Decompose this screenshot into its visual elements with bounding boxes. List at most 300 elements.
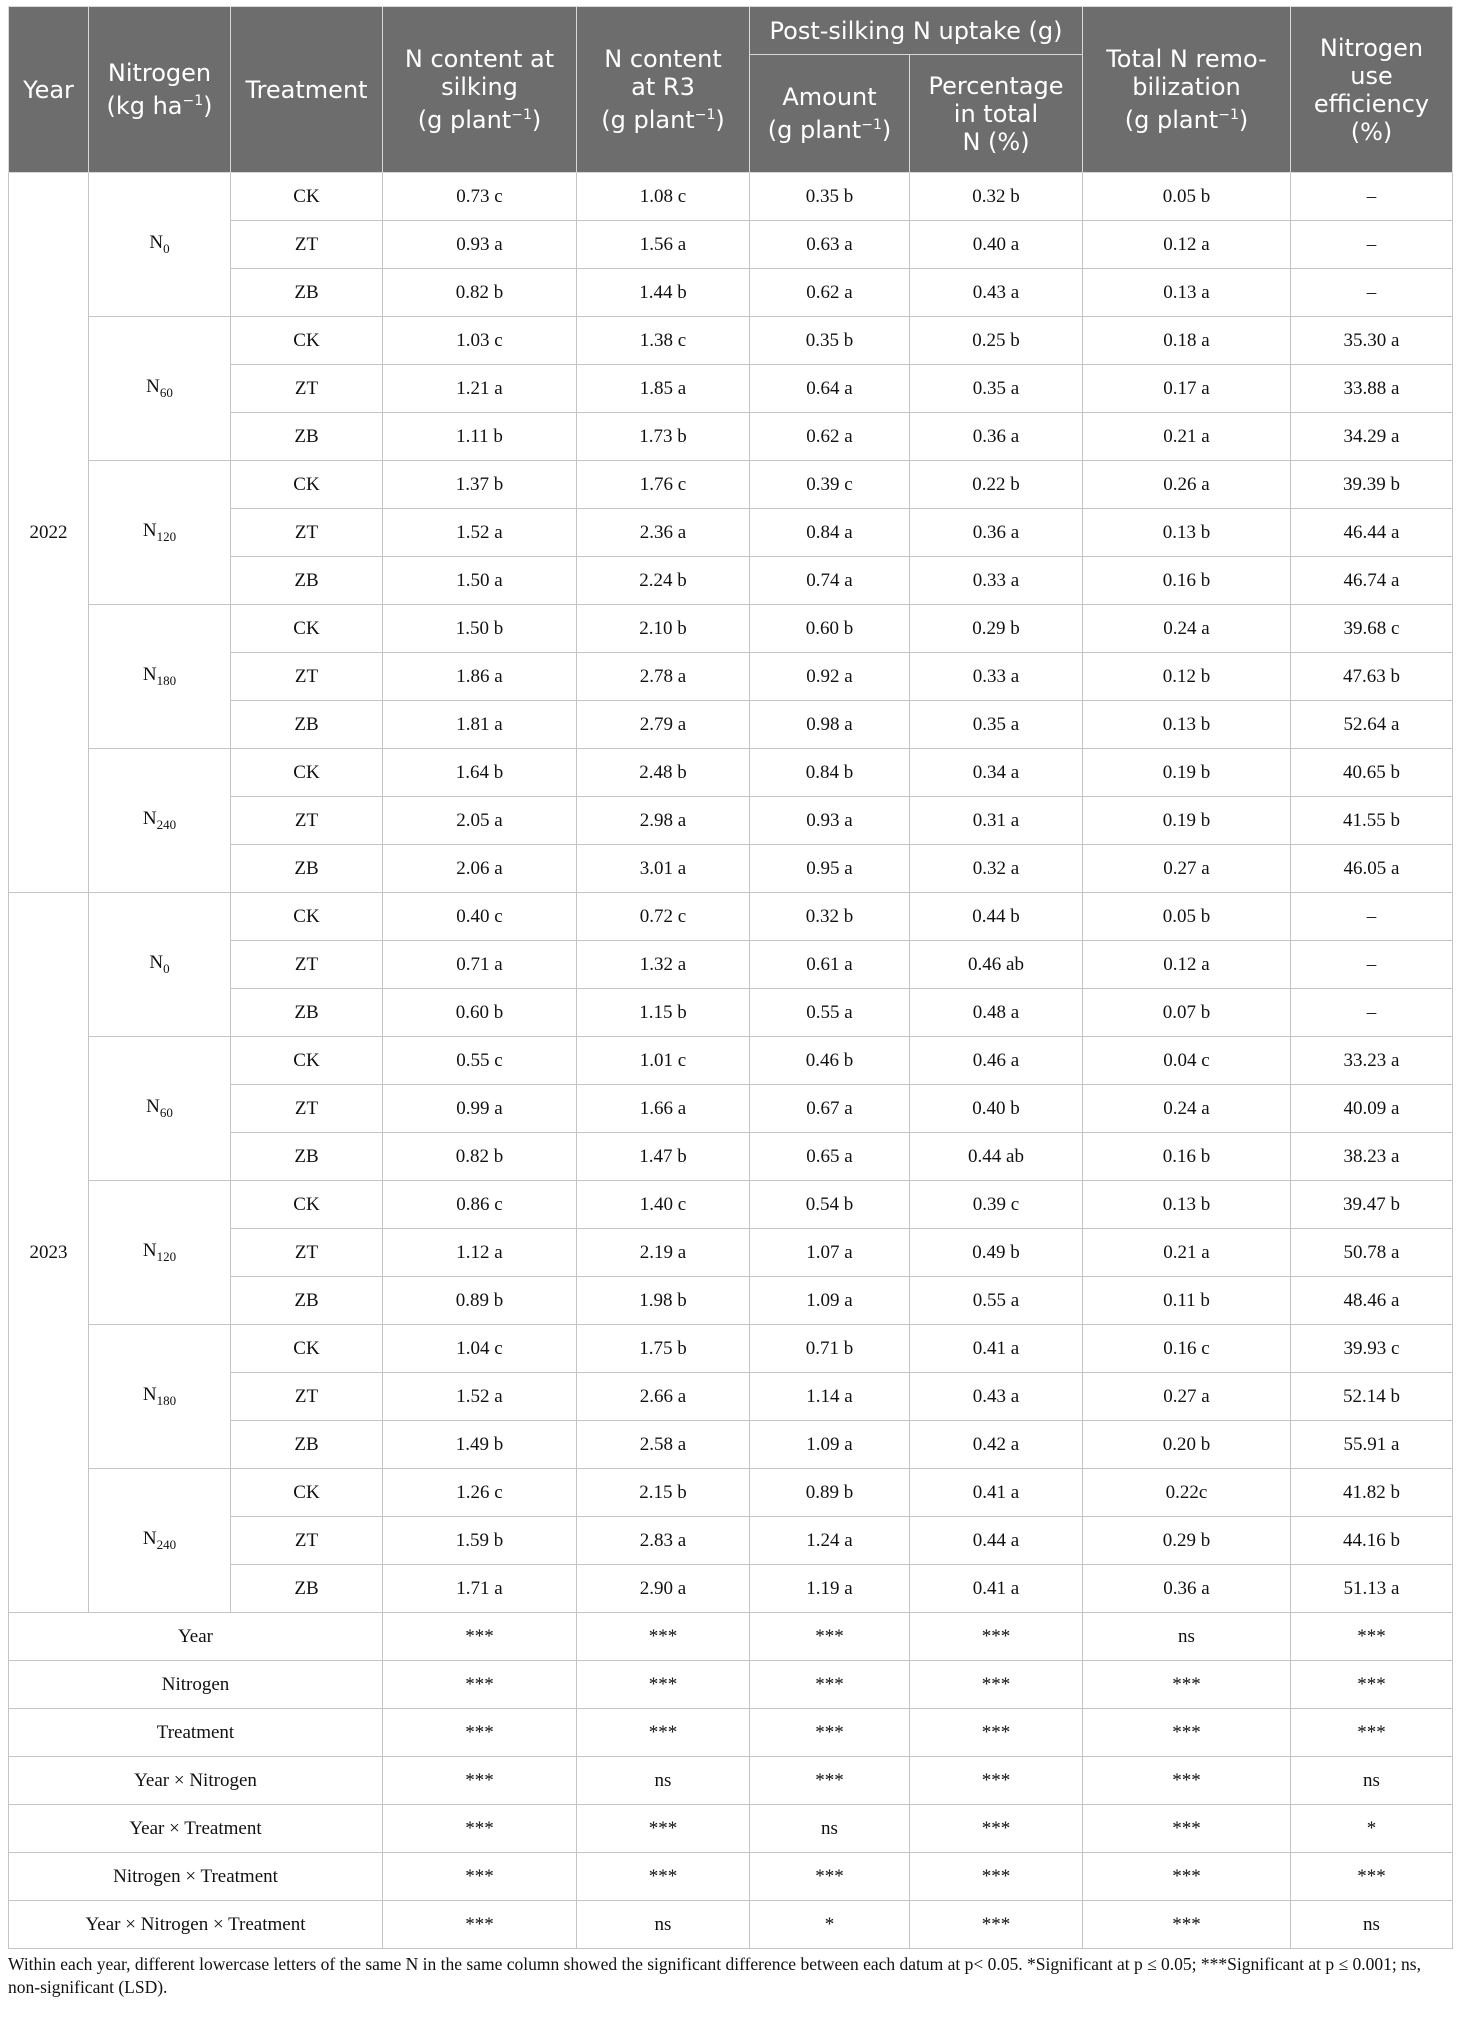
amount-cell: 0.84 a bbox=[750, 509, 910, 557]
remobilization-cell: 0.36 a bbox=[1083, 1565, 1291, 1613]
silking-cell: 0.71 a bbox=[383, 941, 577, 989]
nue-cell: 38.23 a bbox=[1291, 1133, 1453, 1181]
significance-remobilization-cell: ns bbox=[1083, 1613, 1291, 1661]
r3-cell: 2.58 a bbox=[577, 1421, 750, 1469]
significance-amount-cell: ns bbox=[750, 1805, 910, 1853]
amount-cell: 0.61 a bbox=[750, 941, 910, 989]
significance-nue-cell: *** bbox=[1291, 1661, 1453, 1709]
nue-cell: 46.05 a bbox=[1291, 845, 1453, 893]
percentage-cell: 0.40 b bbox=[910, 1085, 1083, 1133]
significance-row bbox=[9, 1709, 1453, 1757]
r3-cell: 2.24 b bbox=[577, 557, 750, 605]
nitrogen-level-cell: $N_{240}$ bbox=[89, 1469, 231, 1613]
percentage-cell: 0.41 a bbox=[910, 1565, 1083, 1613]
silking-cell: 1.12 a bbox=[383, 1229, 577, 1277]
silking-cell: 1.86 a bbox=[383, 653, 577, 701]
amount-cell: 0.39 c bbox=[750, 461, 910, 509]
silking-cell: 2.05 a bbox=[383, 797, 577, 845]
percentage-cell: 0.43 a bbox=[910, 269, 1083, 317]
nitrogen-level-cell: $N_{180}$ bbox=[89, 1325, 231, 1469]
amount-cell: 0.62 a bbox=[750, 269, 910, 317]
amount-cell: 1.07 a bbox=[750, 1229, 910, 1277]
nue-cell: 48.46 a bbox=[1291, 1277, 1453, 1325]
silking-cell: 1.59 b bbox=[383, 1517, 577, 1565]
nitrogen-level-cell: $N_{60}$ bbox=[89, 317, 231, 461]
treatment-cell: ZB bbox=[231, 557, 383, 605]
silking-cell: 0.99 a bbox=[383, 1085, 577, 1133]
significance-nue-cell: *** bbox=[1291, 1853, 1453, 1901]
significance-row bbox=[9, 1853, 1453, 1901]
significance-amount-cell: *** bbox=[750, 1853, 910, 1901]
silking-cell: 0.73 c bbox=[383, 173, 577, 221]
remobilization-cell: 0.16 b bbox=[1083, 557, 1291, 605]
nue-cell: – bbox=[1291, 173, 1453, 221]
nue-cell: 44.16 b bbox=[1291, 1517, 1453, 1565]
amount-cell: 1.09 a bbox=[750, 1421, 910, 1469]
significance-r3-cell: *** bbox=[577, 1805, 750, 1853]
header-treatment: Treatment bbox=[231, 7, 383, 173]
percentage-cell: 0.40 a bbox=[910, 221, 1083, 269]
amount-cell: 1.09 a bbox=[750, 1277, 910, 1325]
significance-nue-cell: *** bbox=[1291, 1613, 1453, 1661]
percentage-cell: 0.41 a bbox=[910, 1469, 1083, 1517]
r3-cell: 1.44 b bbox=[577, 269, 750, 317]
header-year: Year bbox=[9, 7, 89, 173]
r3-cell: 2.98 a bbox=[577, 797, 750, 845]
amount-cell: 0.60 b bbox=[750, 605, 910, 653]
r3-cell: 2.36 a bbox=[577, 509, 750, 557]
treatment-cell: CK bbox=[231, 317, 383, 365]
percentage-cell: 0.55 a bbox=[910, 1277, 1083, 1325]
r3-cell: 2.48 b bbox=[577, 749, 750, 797]
treatment-cell: CK bbox=[231, 1469, 383, 1517]
treatment-cell: ZT bbox=[231, 509, 383, 557]
nitrogen-level-cell: $N_0$ bbox=[89, 893, 231, 1037]
nue-cell: 35.30 a bbox=[1291, 317, 1453, 365]
percentage-cell: 0.48 a bbox=[910, 989, 1083, 1037]
remobilization-cell: 0.20 b bbox=[1083, 1421, 1291, 1469]
year-cell: 2022 bbox=[9, 173, 89, 893]
nue-cell: 52.14 b bbox=[1291, 1373, 1453, 1421]
header-percentage: Percentage in total N (%) bbox=[910, 55, 1083, 173]
r3-cell: 2.90 a bbox=[577, 1565, 750, 1613]
year-cell: 2023 bbox=[9, 893, 89, 1613]
remobilization-cell: 0.24 a bbox=[1083, 1085, 1291, 1133]
remobilization-cell: 0.17 a bbox=[1083, 365, 1291, 413]
significance-row bbox=[9, 1757, 1453, 1805]
remobilization-cell: 0.12 a bbox=[1083, 941, 1291, 989]
percentage-cell: 0.42 a bbox=[910, 1421, 1083, 1469]
significance-amount-cell: *** bbox=[750, 1613, 910, 1661]
percentage-cell: 0.46 ab bbox=[910, 941, 1083, 989]
r3-cell: 0.72 c bbox=[577, 893, 750, 941]
treatment-cell: CK bbox=[231, 1181, 383, 1229]
table-row bbox=[9, 317, 1453, 365]
table-row bbox=[9, 1037, 1453, 1085]
significance-source-cell: Year bbox=[9, 1613, 383, 1661]
treatment-cell: CK bbox=[231, 749, 383, 797]
amount-cell: 0.35 b bbox=[750, 173, 910, 221]
remobilization-cell: 0.13 b bbox=[1083, 509, 1291, 557]
table-row bbox=[9, 173, 1453, 221]
r3-cell: 1.01 c bbox=[577, 1037, 750, 1085]
significance-percentage-cell: *** bbox=[910, 1709, 1083, 1757]
nue-cell: 40.65 b bbox=[1291, 749, 1453, 797]
nitrogen-level-cell: $N_{120}$ bbox=[89, 1181, 231, 1325]
nue-cell: 52.64 a bbox=[1291, 701, 1453, 749]
r3-cell: 2.79 a bbox=[577, 701, 750, 749]
amount-cell: 0.32 b bbox=[750, 893, 910, 941]
r3-cell: 1.15 b bbox=[577, 989, 750, 1037]
significance-silking-cell: *** bbox=[383, 1853, 577, 1901]
r3-cell: 1.98 b bbox=[577, 1277, 750, 1325]
nue-cell: 47.63 b bbox=[1291, 653, 1453, 701]
silking-cell: 1.11 b bbox=[383, 413, 577, 461]
nitrogen-level-cell: $N_{240}$ bbox=[89, 749, 231, 893]
amount-cell: 0.55 a bbox=[750, 989, 910, 1037]
silking-cell: 0.60 b bbox=[383, 989, 577, 1037]
amount-cell: 0.64 a bbox=[750, 365, 910, 413]
percentage-cell: 0.35 a bbox=[910, 701, 1083, 749]
amount-cell: 0.67 a bbox=[750, 1085, 910, 1133]
percentage-cell: 0.35 a bbox=[910, 365, 1083, 413]
amount-cell: 1.19 a bbox=[750, 1565, 910, 1613]
silking-cell: 1.49 b bbox=[383, 1421, 577, 1469]
silking-cell: 1.21 a bbox=[383, 365, 577, 413]
treatment-cell: ZB bbox=[231, 413, 383, 461]
remobilization-cell: 0.12 a bbox=[1083, 221, 1291, 269]
treatment-cell: ZB bbox=[231, 701, 383, 749]
significance-remobilization-cell: *** bbox=[1083, 1901, 1291, 1949]
header-nue: Nitrogen use efficiency (%) bbox=[1291, 7, 1453, 173]
remobilization-cell: 0.21 a bbox=[1083, 413, 1291, 461]
r3-cell: 1.75 b bbox=[577, 1325, 750, 1373]
remobilization-cell: 0.13 b bbox=[1083, 1181, 1291, 1229]
percentage-cell: 0.33 a bbox=[910, 653, 1083, 701]
silking-cell: 0.82 b bbox=[383, 1133, 577, 1181]
header-nitrogen: Nitrogen (kg $ha^{-1}$) bbox=[89, 7, 231, 173]
silking-cell: 1.52 a bbox=[383, 509, 577, 557]
silking-cell: 1.71 a bbox=[383, 1565, 577, 1613]
silking-cell: 0.40 c bbox=[383, 893, 577, 941]
silking-cell: 1.50 a bbox=[383, 557, 577, 605]
table-body bbox=[9, 173, 1453, 1949]
significance-percentage-cell: *** bbox=[910, 1613, 1083, 1661]
remobilization-cell: 0.19 b bbox=[1083, 749, 1291, 797]
treatment-cell: CK bbox=[231, 461, 383, 509]
treatment-cell: ZB bbox=[231, 1277, 383, 1325]
nitrogen-level-cell: $N_{180}$ bbox=[89, 605, 231, 749]
r3-cell: 3.01 a bbox=[577, 845, 750, 893]
r3-cell: 2.78 a bbox=[577, 653, 750, 701]
treatment-cell: ZT bbox=[231, 1517, 383, 1565]
percentage-cell: 0.36 a bbox=[910, 413, 1083, 461]
silking-cell: 1.37 b bbox=[383, 461, 577, 509]
significance-percentage-cell: *** bbox=[910, 1757, 1083, 1805]
r3-cell: 2.83 a bbox=[577, 1517, 750, 1565]
nue-cell: – bbox=[1291, 989, 1453, 1037]
treatment-cell: ZT bbox=[231, 653, 383, 701]
table-container bbox=[8, 6, 1452, 1999]
treatment-cell: CK bbox=[231, 1325, 383, 1373]
silking-cell: 1.52 a bbox=[383, 1373, 577, 1421]
treatment-cell: ZT bbox=[231, 1085, 383, 1133]
silking-cell: 0.82 b bbox=[383, 269, 577, 317]
remobilization-cell: 0.04 c bbox=[1083, 1037, 1291, 1085]
treatment-cell: ZB bbox=[231, 845, 383, 893]
significance-source-cell: Year × Nitrogen × Treatment bbox=[9, 1901, 383, 1949]
percentage-cell: 0.22 b bbox=[910, 461, 1083, 509]
significance-remobilization-cell: *** bbox=[1083, 1805, 1291, 1853]
significance-silking-cell: *** bbox=[383, 1757, 577, 1805]
remobilization-cell: 0.27 a bbox=[1083, 1373, 1291, 1421]
table-row bbox=[9, 893, 1453, 941]
amount-cell: 0.35 b bbox=[750, 317, 910, 365]
significance-row bbox=[9, 1613, 1453, 1661]
amount-cell: 0.89 b bbox=[750, 1469, 910, 1517]
nue-cell: 39.47 b bbox=[1291, 1181, 1453, 1229]
treatment-cell: ZB bbox=[231, 989, 383, 1037]
header-n-r3: N content at R3 (g plant$^{-1}$) bbox=[577, 7, 750, 173]
r3-cell: 1.47 b bbox=[577, 1133, 750, 1181]
data-table bbox=[8, 6, 1453, 1949]
percentage-cell: 0.41 a bbox=[910, 1325, 1083, 1373]
r3-cell: 1.73 b bbox=[577, 413, 750, 461]
amount-cell: 1.24 a bbox=[750, 1517, 910, 1565]
remobilization-cell: 0.18 a bbox=[1083, 317, 1291, 365]
amount-cell: 0.54 b bbox=[750, 1181, 910, 1229]
percentage-cell: 0.34 a bbox=[910, 749, 1083, 797]
remobilization-cell: 0.27 a bbox=[1083, 845, 1291, 893]
nue-cell: 39.93 c bbox=[1291, 1325, 1453, 1373]
significance-row bbox=[9, 1661, 1453, 1709]
significance-r3-cell: *** bbox=[577, 1709, 750, 1757]
silking-cell: 1.64 b bbox=[383, 749, 577, 797]
nue-cell: 46.74 a bbox=[1291, 557, 1453, 605]
percentage-cell: 0.32 b bbox=[910, 173, 1083, 221]
nue-cell: – bbox=[1291, 893, 1453, 941]
header-post-silking: Post-silking N uptake (g) bbox=[750, 7, 1083, 55]
amount-cell: 0.62 a bbox=[750, 413, 910, 461]
treatment-cell: ZT bbox=[231, 1373, 383, 1421]
nue-cell: 46.44 a bbox=[1291, 509, 1453, 557]
silking-cell: 2.06 a bbox=[383, 845, 577, 893]
nue-cell: 41.82 b bbox=[1291, 1469, 1453, 1517]
treatment-cell: CK bbox=[231, 893, 383, 941]
nue-cell: 34.29 a bbox=[1291, 413, 1453, 461]
significance-remobilization-cell: *** bbox=[1083, 1661, 1291, 1709]
silking-cell: 1.81 a bbox=[383, 701, 577, 749]
treatment-cell: ZT bbox=[231, 365, 383, 413]
r3-cell: 1.76 c bbox=[577, 461, 750, 509]
significance-amount-cell: *** bbox=[750, 1757, 910, 1805]
significance-source-cell: Nitrogen × Treatment bbox=[9, 1853, 383, 1901]
treatment-cell: ZT bbox=[231, 797, 383, 845]
remobilization-cell: 0.07 b bbox=[1083, 989, 1291, 1037]
r3-cell: 2.66 a bbox=[577, 1373, 750, 1421]
table-row bbox=[9, 1325, 1453, 1373]
r3-cell: 1.08 c bbox=[577, 173, 750, 221]
significance-amount-cell: *** bbox=[750, 1661, 910, 1709]
percentage-cell: 0.49 b bbox=[910, 1229, 1083, 1277]
remobilization-cell: 0.29 b bbox=[1083, 1517, 1291, 1565]
significance-percentage-cell: *** bbox=[910, 1853, 1083, 1901]
significance-remobilization-cell: *** bbox=[1083, 1757, 1291, 1805]
remobilization-cell: 0.13 a bbox=[1083, 269, 1291, 317]
table-row bbox=[9, 1469, 1453, 1517]
amount-cell: 0.92 a bbox=[750, 653, 910, 701]
treatment-cell: ZT bbox=[231, 1229, 383, 1277]
remobilization-cell: 0.19 b bbox=[1083, 797, 1291, 845]
nitrogen-level-cell: $N_0$ bbox=[89, 173, 231, 317]
remobilization-cell: 0.21 a bbox=[1083, 1229, 1291, 1277]
r3-cell: 1.32 a bbox=[577, 941, 750, 989]
nue-cell: 55.91 a bbox=[1291, 1421, 1453, 1469]
header-remobilization: Total N remo- bilization (g plant$^{-1}$) bbox=[1083, 7, 1291, 173]
nitrogen-level-cell: $N_{120}$ bbox=[89, 461, 231, 605]
nue-cell: – bbox=[1291, 269, 1453, 317]
percentage-cell: 0.44 b bbox=[910, 893, 1083, 941]
silking-cell: 1.03 c bbox=[383, 317, 577, 365]
significance-row bbox=[9, 1901, 1453, 1949]
nue-cell: 40.09 a bbox=[1291, 1085, 1453, 1133]
r3-cell: 2.15 b bbox=[577, 1469, 750, 1517]
remobilization-cell: 0.24 a bbox=[1083, 605, 1291, 653]
amount-cell: 0.98 a bbox=[750, 701, 910, 749]
amount-cell: 0.95 a bbox=[750, 845, 910, 893]
significance-amount-cell: *** bbox=[750, 1709, 910, 1757]
amount-cell: 0.74 a bbox=[750, 557, 910, 605]
silking-cell: 0.93 a bbox=[383, 221, 577, 269]
nue-cell: 51.13 a bbox=[1291, 1565, 1453, 1613]
treatment-cell: ZB bbox=[231, 1133, 383, 1181]
treatment-cell: CK bbox=[231, 605, 383, 653]
significance-nue-cell: ns bbox=[1291, 1757, 1453, 1805]
header-n-silking: N content at silking (g plant$^{-1}$) bbox=[383, 7, 577, 173]
significance-percentage-cell: *** bbox=[910, 1661, 1083, 1709]
r3-cell: 2.10 b bbox=[577, 605, 750, 653]
significance-remobilization-cell: *** bbox=[1083, 1853, 1291, 1901]
silking-cell: 0.55 c bbox=[383, 1037, 577, 1085]
table-row bbox=[9, 1181, 1453, 1229]
treatment-cell: ZB bbox=[231, 269, 383, 317]
significance-silking-cell: *** bbox=[383, 1613, 577, 1661]
treatment-cell: CK bbox=[231, 1037, 383, 1085]
nue-cell: 41.55 b bbox=[1291, 797, 1453, 845]
remobilization-cell: 0.05 b bbox=[1083, 893, 1291, 941]
percentage-cell: 0.33 a bbox=[910, 557, 1083, 605]
significance-r3-cell: ns bbox=[577, 1901, 750, 1949]
significance-nue-cell: *** bbox=[1291, 1709, 1453, 1757]
significance-r3-cell: ns bbox=[577, 1757, 750, 1805]
treatment-cell: ZB bbox=[231, 1565, 383, 1613]
amount-cell: 0.65 a bbox=[750, 1133, 910, 1181]
percentage-cell: 0.39 c bbox=[910, 1181, 1083, 1229]
amount-cell: 0.46 b bbox=[750, 1037, 910, 1085]
amount-cell: 1.14 a bbox=[750, 1373, 910, 1421]
remobilization-cell: 0.22c bbox=[1083, 1469, 1291, 1517]
significance-source-cell: Year × Treatment bbox=[9, 1805, 383, 1853]
significance-nue-cell: ns bbox=[1291, 1901, 1453, 1949]
significance-r3-cell: *** bbox=[577, 1613, 750, 1661]
remobilization-cell: 0.16 b bbox=[1083, 1133, 1291, 1181]
significance-silking-cell: *** bbox=[383, 1661, 577, 1709]
percentage-cell: 0.44 a bbox=[910, 1517, 1083, 1565]
nue-cell: 33.88 a bbox=[1291, 365, 1453, 413]
significance-silking-cell: *** bbox=[383, 1805, 577, 1853]
significance-source-cell: Year × Nitrogen bbox=[9, 1757, 383, 1805]
table-row bbox=[9, 605, 1453, 653]
treatment-cell: CK bbox=[231, 173, 383, 221]
percentage-cell: 0.36 a bbox=[910, 509, 1083, 557]
silking-cell: 0.86 c bbox=[383, 1181, 577, 1229]
percentage-cell: 0.32 a bbox=[910, 845, 1083, 893]
remobilization-cell: 0.16 c bbox=[1083, 1325, 1291, 1373]
r3-cell: 1.56 a bbox=[577, 221, 750, 269]
r3-cell: 1.66 a bbox=[577, 1085, 750, 1133]
remobilization-cell: 0.13 b bbox=[1083, 701, 1291, 749]
significance-row bbox=[9, 1805, 1453, 1853]
significance-r3-cell: *** bbox=[577, 1853, 750, 1901]
table-footnote: Within each year, different lowercase letters of the same N in the same column showed the significant difference between each datum at p< 0.05. *Significant at p ≤ 0.05; ***Significant at p ≤ 0.001; ns, non-significant (LSD). bbox=[8, 1954, 1421, 1997]
silking-cell: 0.89 b bbox=[383, 1277, 577, 1325]
silking-cell: 1.26 c bbox=[383, 1469, 577, 1517]
remobilization-cell: 0.05 b bbox=[1083, 173, 1291, 221]
percentage-cell: 0.29 b bbox=[910, 605, 1083, 653]
amount-cell: 0.71 b bbox=[750, 1325, 910, 1373]
nue-cell: 33.23 a bbox=[1291, 1037, 1453, 1085]
percentage-cell: 0.46 a bbox=[910, 1037, 1083, 1085]
treatment-cell: ZT bbox=[231, 221, 383, 269]
significance-source-cell: Treatment bbox=[9, 1709, 383, 1757]
nue-cell: – bbox=[1291, 941, 1453, 989]
amount-cell: 0.63 a bbox=[750, 221, 910, 269]
significance-percentage-cell: *** bbox=[910, 1805, 1083, 1853]
percentage-cell: 0.31 a bbox=[910, 797, 1083, 845]
silking-cell: 1.50 b bbox=[383, 605, 577, 653]
r3-cell: 2.19 a bbox=[577, 1229, 750, 1277]
r3-cell: 1.40 c bbox=[577, 1181, 750, 1229]
header-amount: Amount (g plant$^{-1}$) bbox=[750, 55, 910, 173]
significance-silking-cell: *** bbox=[383, 1901, 577, 1949]
significance-source-cell: Nitrogen bbox=[9, 1661, 383, 1709]
remobilization-cell: 0.12 b bbox=[1083, 653, 1291, 701]
table-row bbox=[9, 749, 1453, 797]
percentage-cell: 0.25 b bbox=[910, 317, 1083, 365]
amount-cell: 0.93 a bbox=[750, 797, 910, 845]
nitrogen-level-cell: $N_{60}$ bbox=[89, 1037, 231, 1181]
treatment-cell: ZT bbox=[231, 941, 383, 989]
nue-cell: 39.39 b bbox=[1291, 461, 1453, 509]
percentage-cell: 0.43 a bbox=[910, 1373, 1083, 1421]
nue-cell: – bbox=[1291, 221, 1453, 269]
table-row bbox=[9, 461, 1453, 509]
remobilization-cell: 0.11 b bbox=[1083, 1277, 1291, 1325]
treatment-cell: ZB bbox=[231, 1421, 383, 1469]
r3-cell: 1.85 a bbox=[577, 365, 750, 413]
significance-remobilization-cell: *** bbox=[1083, 1709, 1291, 1757]
nue-cell: 39.68 c bbox=[1291, 605, 1453, 653]
significance-amount-cell: * bbox=[750, 1901, 910, 1949]
amount-cell: 0.84 b bbox=[750, 749, 910, 797]
significance-r3-cell: *** bbox=[577, 1661, 750, 1709]
significance-nue-cell: * bbox=[1291, 1805, 1453, 1853]
silking-cell: 1.04 c bbox=[383, 1325, 577, 1373]
nue-cell: 50.78 a bbox=[1291, 1229, 1453, 1277]
remobilization-cell: 0.26 a bbox=[1083, 461, 1291, 509]
percentage-cell: 0.44 ab bbox=[910, 1133, 1083, 1181]
r3-cell: 1.38 c bbox=[577, 317, 750, 365]
